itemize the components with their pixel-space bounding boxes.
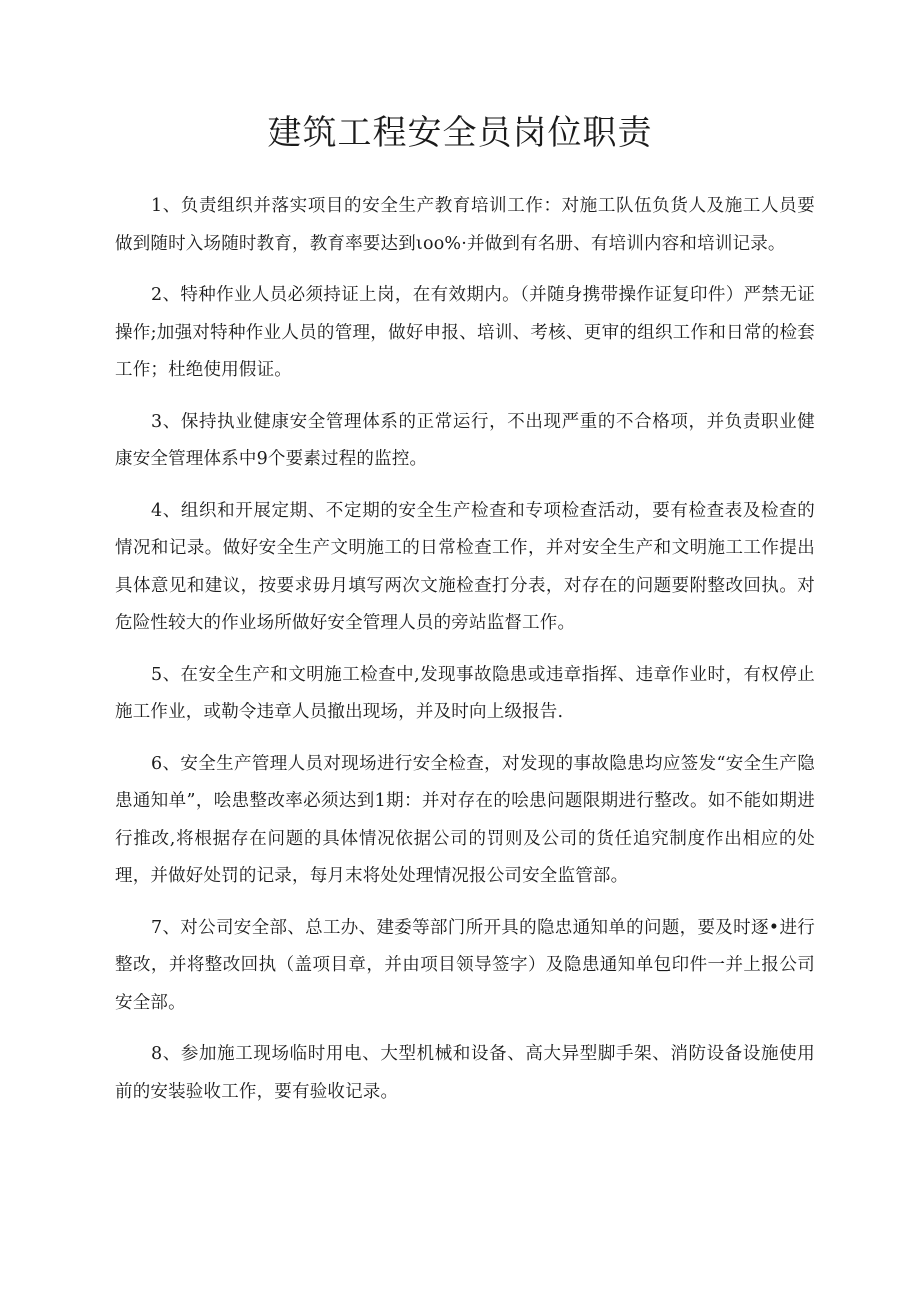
duty-paragraph-3: 3、保持执业健康安全管理体系的正常运行，不出现严重的不合格项，并负责职业健康安全管理体系中9个要素过程的监控。 bbox=[115, 411, 815, 469]
document-body bbox=[115, 188, 815, 1125]
duty-paragraph-5: 5、在安全生产和文明施工检查中,发现事故隐患或违章指挥、违章作业时，有权停止施工作业，或勒令违章人员撤出现场，并及时向上级报告. bbox=[115, 664, 815, 722]
duty-paragraph-6: 6、安全生产管理人员对现场进行安全检查，对发现的事故隐患均应签发“安全生产隐患通知单”，哙患整改率必须达到1期：并对存在的哙患问题限期进行整改。如不能如期进行推改,将根据存在问题的具体情况依据公司的罚则及公司的货任追究制度作出相应的处理，并做好处罚的记录，每月末将处处理情况报公司安全监管部。 bbox=[115, 753, 815, 886]
duty-paragraph-7: 7、对公司安全部、总工办、建委等部门所开具的隐忠通知单的问题，要及时逐•进行整改，并将整改回执（盖项目章，并由项目领导签字）及隐患通知单包印件一并上报公司安全部。 bbox=[115, 917, 815, 1013]
duty-paragraph-1: 1、负责组织并落实项目的安全生产教育培训工作：对施工队伍负货人及施工人员要做到随时入场随时教育，教育率要达到ιoo%·并做到有名册、有培训内容和培训记录。 bbox=[115, 196, 815, 254]
duty-paragraph-2: 2、特种作业人员必须持证上岗，在有效期内。（并随身携带操作证复印件）严禁无证操作;加强对特种作业人员的管理，做好申报、培训、考核、更审的组织工作和日常的检套工作；杜绝使用假证。 bbox=[115, 285, 815, 380]
document-title: 建筑工程安全员岗位职责 bbox=[267, 113, 653, 153]
duty-paragraph-8: 8、参加施工现场临时用电、大型机械和设备、高大异型脚手架、消防设备设施使用前的安装验收工作，要有验收记录。 bbox=[115, 1044, 815, 1102]
duty-paragraph-4: 4、组织和开展定期、不定期的安全生产检查和专项检查活动，要有检查表及检查的情况和记录。做好安全生产文明施工的日常检查工作，并对安全生产和文明施工工作提出具体意见和建议，按要求毋月填写两次文施检查打分表，对存在的问题要附整改回执。对危险性较大的作业场所做好安全管理人员的旁站监督工作。 bbox=[115, 500, 815, 633]
